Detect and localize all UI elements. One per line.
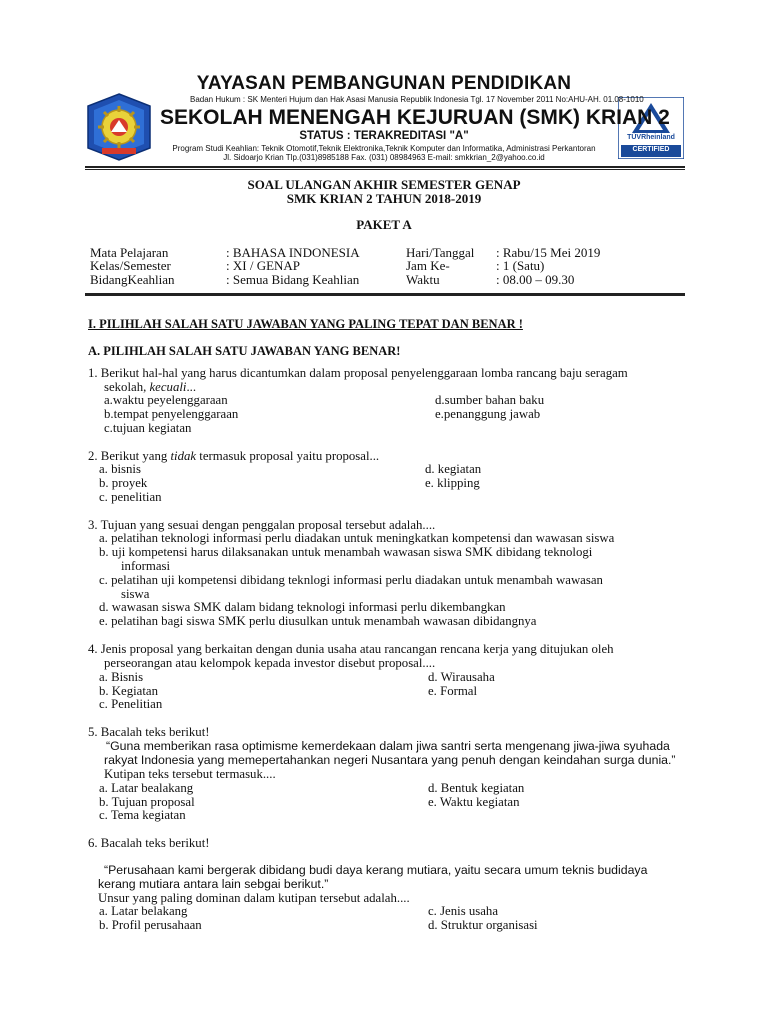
field-label: BidangKeahlian <box>90 272 175 287</box>
question-3-option-d[interactable]: d. wawasan siswa SMK dalam bidang teknologi informasi perlu dikembangkan <box>99 600 506 614</box>
question-4-stem: 4. Jenis proposal yang berkaitan dengan dunia usaha atau rancangan rencana kerja yang ditujukan oleh <box>88 642 614 656</box>
question-5-quote: “Guna memberikan rasa optimisme kemerdekaan dalam jiwa santri serta mengenang jiwa-jiwa syuhada <box>106 739 670 753</box>
question-4-option-e[interactable]: e. Formal <box>428 684 478 698</box>
question-1-option-e[interactable]: e.penanggung jawab <box>435 407 541 421</box>
time-label: Waktu <box>406 272 440 287</box>
question-4-option-d[interactable]: d. Wirausaha <box>428 670 495 684</box>
question-5-option-b[interactable]: b. Tujuan proposal <box>99 795 195 809</box>
question-5-option-c[interactable]: c. Tema kegiatan <box>99 808 186 822</box>
question-3-option-a[interactable]: a. pelatihan teknologi informasi perlu diadakan untuk meningkatkan kompetensi dan wawasan siswa <box>99 531 615 545</box>
question-2-option-d[interactable]: d. kegiatan <box>425 462 482 476</box>
question-5-quote-cont: rakyat Indonesia yang memepertahankan negeri Nusantara yang penuh dengan keindahan surga dunia.” <box>104 753 676 767</box>
subsection-heading: A. PILIHLAH SALAH SATU JAWABAN YANG BENAR! <box>88 344 401 358</box>
question-1-option-b[interactable]: b.tempat penyelenggaraan <box>104 407 239 421</box>
time-value: : 08.00 – 09.30 <box>496 272 575 287</box>
q2-text: 2. Berikut yang <box>88 449 171 463</box>
question-2-option-c[interactable]: c. penelitian <box>99 490 162 504</box>
foundation-name: YAYASAN PEMBANGUNAN PENDIDIKAN <box>196 73 572 94</box>
question-3-option-b-cont: informasi <box>121 559 171 573</box>
field-value: : Semua Bidang Keahlian <box>226 272 360 287</box>
question-6-stem: 6. Bacalah teks berikut! <box>88 836 210 850</box>
tuv-brand: TÜVRheinland <box>627 134 675 141</box>
question-1-option-a[interactable]: a.waktu peyelenggaraan <box>104 393 228 407</box>
q1-text: sekolah, <box>104 380 150 394</box>
question-6-quote-cont: kerang mutiara antara lain sebgai berikut.” <box>98 877 329 891</box>
study-programs: Program Studi Keahlian: Teknik Otomotif,Teknik Elektronika,Teknik Komputer dan Informatika, Administrasi Perkantoran <box>172 144 596 153</box>
question-4-stem-cont: perseorangan atau kelompok kepada investor disebut proposal.... <box>104 656 436 670</box>
q1-ellipsis: ... <box>186 380 197 394</box>
question-5-option-d[interactable]: d. Bentuk kegiatan <box>428 781 525 795</box>
question-2-option-a[interactable]: a. bisnis <box>99 462 141 476</box>
question-1-stem: 1. Berikut hal-hal yang harus dicantumkan dalam proposal penyelenggaraan lomba rancang baju seragam <box>88 366 628 380</box>
school-address: Jl. Sidoarjo Krian Tlp.(031)8985188 Fax. (031) 08984963 E-mail: smkkrian_2@yahoo.co.id <box>223 153 545 162</box>
school-name: SEKOLAH MENENGAH KEJURUAN (SMK) KRIAN 2 <box>160 106 670 129</box>
class-value: : XI / GENAP <box>226 258 301 273</box>
question-3-option-c[interactable]: c. pelatihan uji kompetensi dibidang teknlogi informasi perlu diadakan untuk menambah wawasan <box>99 573 603 587</box>
header-divider <box>85 166 685 168</box>
subject-value: : BAHASA INDONESIA <box>226 245 360 260</box>
question-3-stem: 3. Tujuan yang sesuai dengan penggalan proposal tersebut adalah.... <box>88 518 436 532</box>
q1-emphasis: kecuali <box>149 380 187 394</box>
date-label: Hari/Tanggal <box>406 245 475 260</box>
question-4-option-b[interactable]: b. Kegiatan <box>99 684 158 698</box>
question-4-option-a[interactable]: a. Bisnis <box>99 670 144 684</box>
section-heading: I. PILIHLAH SALAH SATU JAWABAN YANG PALING TEPAT DAN BENAR ! <box>88 317 523 331</box>
question-2-option-b[interactable]: b. proyek <box>99 476 148 490</box>
subject-label: Mata Pelajaran <box>90 245 169 260</box>
question-5-ask: Kutipan teks tersebut termasuk.... <box>104 767 276 781</box>
info-divider <box>85 293 685 296</box>
exam-package: PAKET A <box>356 217 412 232</box>
class-label: Kelas/Semester <box>90 258 171 273</box>
certified-label: CERTIFIED <box>632 146 670 153</box>
legal-statement: Badan Hukum : SK Menteri Hujum dan Hak Asasi Manusia Republik Indonesia Tgl. 17 November 2011 No:AHU-AH. 01.08-1010 <box>190 95 644 104</box>
question-4-option-c[interactable]: c. Penelitian <box>99 697 163 711</box>
question-6-quote: “Perusahaan kami bergerak dibidang budi daya kerang mutiara, yaitu secara umum teknis budidaya <box>104 863 648 877</box>
period-label: Jam Ke- <box>406 258 450 273</box>
date-value: : Rabu/15 Mei 2019 <box>496 245 601 260</box>
question-3-option-e[interactable]: e. pelatihan bagi siswa SMK perlu diusulkan untuk menambah wawasan dibidangnya <box>99 614 537 628</box>
header-divider-thin <box>85 169 685 170</box>
question-1-option-d[interactable]: d.sumber bahan baku <box>435 393 545 407</box>
question-5-option-a[interactable]: a. Latar bealakang <box>99 781 194 795</box>
question-3-option-b[interactable]: b. uji kompetensi harus dilaksanakan untuk menambah wawasan siswa SMK dibidang teknologi <box>99 545 593 559</box>
accreditation-status: STATUS : TERAKREDITASI "A" <box>299 130 469 142</box>
exam-title: SOAL ULANGAN AKHIR SEMESTER GENAP <box>247 177 521 192</box>
question-6-option-c[interactable]: c. Jenis usaha <box>428 904 499 918</box>
q2-emphasis: tidak <box>170 449 197 463</box>
question-6-option-b[interactable]: b. Profil perusahaan <box>99 918 202 932</box>
q2-text-end: termasuk proposal yaitu proposal... <box>196 449 380 463</box>
question-1-option-c[interactable]: c.tujuan kegiatan <box>104 421 192 435</box>
period-value: : 1 (Satu) <box>496 258 545 273</box>
question-6-option-d[interactable]: d. Struktur organisasi <box>428 918 538 932</box>
question-5-stem: 5. Bacalah teks berikut! <box>88 725 210 739</box>
question-6-ask: Unsur yang paling dominan dalam kutipan tersebut adalah.... <box>98 891 410 905</box>
question-6-option-a[interactable]: a. Latar belakang <box>99 904 188 918</box>
question-5-option-e[interactable]: e. Waktu kegiatan <box>428 795 520 809</box>
exam-subtitle: SMK KRIAN 2 TAHUN 2018-2019 <box>286 191 482 206</box>
question-2-option-e[interactable]: e. klipping <box>425 476 480 490</box>
question-3-option-c-cont: siswa <box>121 587 150 601</box>
